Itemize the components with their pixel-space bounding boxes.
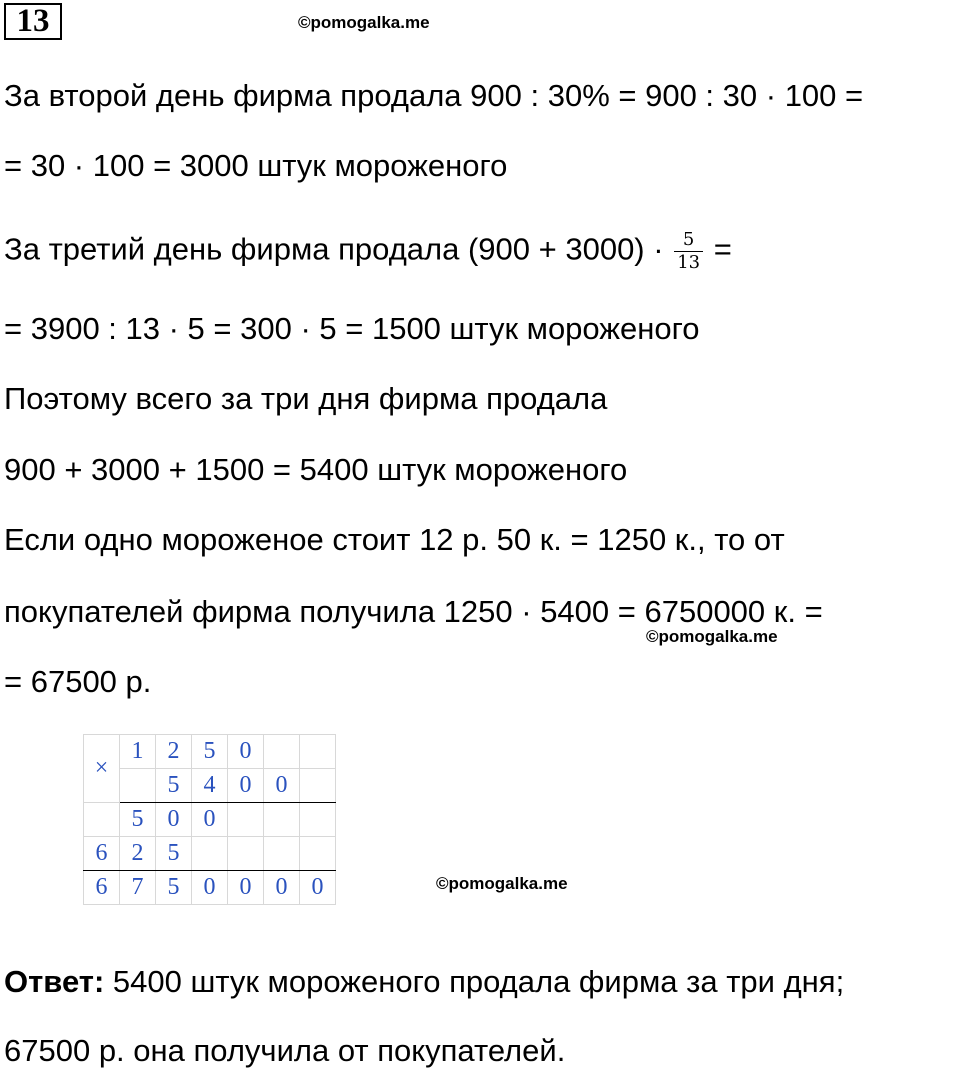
solution-line-7: Если одно мороженое стоит 12 р. 50 к. = 1250 к., то от bbox=[4, 522, 785, 557]
digit-cell: 0 bbox=[228, 735, 264, 769]
digit-cell: 0 bbox=[192, 803, 228, 837]
fraction-denominator: 13 bbox=[677, 252, 701, 273]
answer-text-1: 5400 штук мороженого продала фирма за три дня; bbox=[104, 964, 845, 999]
digit-cell bbox=[120, 769, 156, 803]
answer-line-2: 67500 р. она получила от покупателей. bbox=[4, 1033, 566, 1068]
digit-cell bbox=[300, 803, 336, 837]
digit-cell: 5 bbox=[156, 837, 192, 871]
digit-cell: 5 bbox=[192, 735, 228, 769]
digit-cell: 5 bbox=[156, 769, 192, 803]
digit-cell: 6 bbox=[84, 837, 120, 871]
digit-cell: 0 bbox=[228, 871, 264, 905]
solution-line-5: Поэтому всего за три дня фирма продала bbox=[4, 381, 608, 416]
digit-cell: 0 bbox=[192, 871, 228, 905]
answer-line-1 bbox=[4, 964, 844, 1000]
digit-cell bbox=[264, 803, 300, 837]
digit-cell bbox=[264, 837, 300, 871]
digit-cell: 0 bbox=[300, 871, 336, 905]
digit-cell: 2 bbox=[120, 837, 156, 871]
solution-line-6: 900 + 3000 + 1500 = 5400 штук мороженого bbox=[4, 452, 628, 487]
digit-cell: 0 bbox=[264, 871, 300, 905]
digit-cell: 6 bbox=[84, 871, 120, 905]
digit-cell: 5 bbox=[120, 803, 156, 837]
digit-cell bbox=[228, 803, 264, 837]
watermark-middle: ©pomogalka.me bbox=[646, 627, 778, 646]
solution-line-9: = 67500 р. bbox=[4, 664, 152, 699]
task-number: 13 bbox=[4, 3, 62, 40]
multiply-sign: × bbox=[84, 735, 120, 803]
watermark-bottom: ©pomogalka.me bbox=[436, 874, 568, 893]
digit-cell bbox=[300, 837, 336, 871]
solution-line-1: За второй день фирма продала 900 : 30% = 900 : 30 · 100 = bbox=[4, 78, 864, 113]
solution-line-8: покупателей фирма получила 1250 · 5400 = 6750000 к. = bbox=[4, 594, 823, 629]
digit-cell: 5 bbox=[156, 871, 192, 905]
digit-cell bbox=[228, 837, 264, 871]
digit-cell bbox=[192, 837, 228, 871]
digit-cell: 0 bbox=[228, 769, 264, 803]
answer-label: Ответ: bbox=[4, 964, 105, 999]
digit-cell: 2 bbox=[156, 735, 192, 769]
multiplication-column bbox=[83, 734, 336, 905]
digit-cell: 7 bbox=[120, 871, 156, 905]
digit-cell bbox=[264, 735, 300, 769]
digit-cell bbox=[84, 803, 120, 837]
fraction-5-13 bbox=[674, 229, 703, 274]
digit-cell: 1 bbox=[120, 735, 156, 769]
solution-line-4: = 3900 : 13 · 5 = 300 · 5 = 1500 штук мороженого bbox=[4, 311, 700, 346]
digit-cell: 0 bbox=[264, 769, 300, 803]
line-3-tail: = bbox=[713, 231, 732, 267]
solution-line-2: = 30 · 100 = 3000 штук мороженого bbox=[4, 148, 508, 183]
digit-cell bbox=[300, 735, 336, 769]
watermark-top: ©pomogalka.me bbox=[298, 13, 430, 32]
solution-line-3 bbox=[4, 229, 732, 274]
fraction-numerator: 5 bbox=[674, 229, 703, 252]
digit-cell bbox=[300, 769, 336, 803]
digit-cell: 4 bbox=[192, 769, 228, 803]
digit-cell: 0 bbox=[156, 803, 192, 837]
line-3-text: За третий день фирма продала (900 + 3000) · bbox=[4, 231, 664, 267]
